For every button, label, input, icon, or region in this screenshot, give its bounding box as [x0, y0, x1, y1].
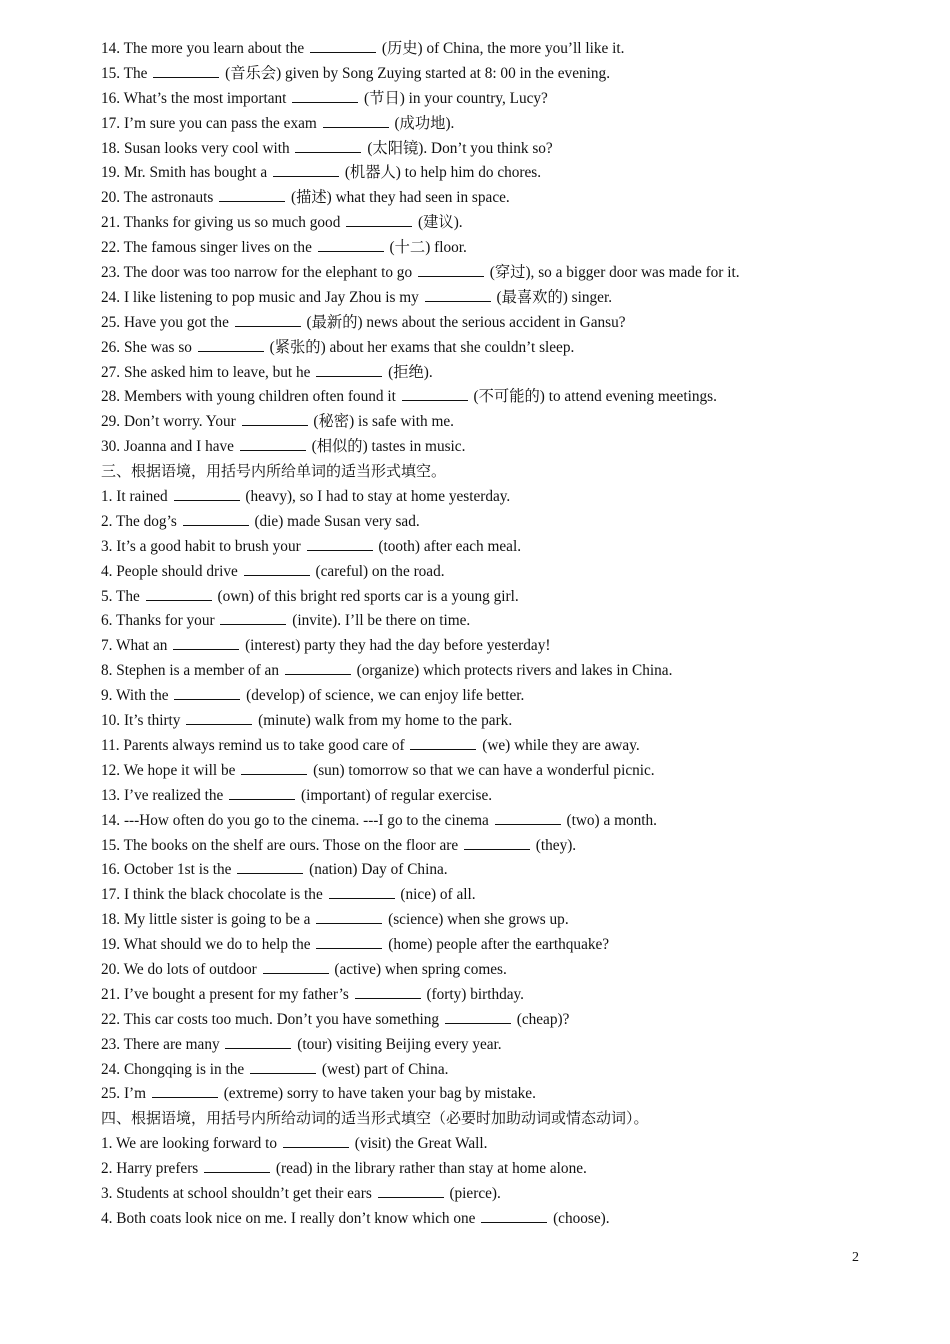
item-text-after: (active) when spring comes.: [334, 960, 507, 978]
item-text-before: 9. With the: [101, 687, 169, 705]
exercise-item: [101, 137, 921, 162]
item-text-after: (important) of regular exercise.: [300, 786, 493, 804]
exercise-item: [101, 1008, 921, 1033]
exercise-item: [101, 485, 921, 510]
item-text-before: 20. We do lots of outdoor: [101, 960, 257, 978]
exercise-item: [101, 336, 921, 361]
exercise-item: [101, 933, 921, 958]
exercise-item: [101, 211, 921, 236]
item-text-after: (west) part of China.: [321, 1060, 449, 1078]
exercise-item: [101, 958, 921, 983]
exercise-list: [101, 37, 921, 1232]
exercise-item: [101, 883, 921, 908]
item-text-before: 2. Harry prefers: [101, 1160, 199, 1178]
item-text-after: (die) made Susan very sad.: [254, 512, 420, 530]
item-text-before: 25. Have you got the: [101, 313, 229, 331]
exercise-item: [101, 784, 921, 809]
answer-blank[interactable]: [186, 710, 252, 725]
exercise-item: [101, 659, 921, 684]
item-text-before: 27. She asked him to leave, but he: [101, 363, 311, 381]
exercise-item: [101, 236, 921, 261]
item-text-before: 24. Chongqing is in the: [101, 1060, 245, 1078]
item-text-before: 2. The dog’s: [101, 512, 177, 530]
item-text-before: 10. It’s thirty: [101, 712, 181, 730]
exercise-item: [101, 161, 921, 186]
answer-blank[interactable]: [241, 760, 307, 775]
exercise-item: [101, 311, 921, 336]
answer-blank[interactable]: [295, 138, 361, 153]
answer-blank[interactable]: [310, 38, 376, 53]
item-text-after: (science) when she grows up.: [388, 911, 569, 929]
answer-blank[interactable]: [316, 362, 382, 377]
section-heading: 三、根据语境，用括号内所给单词的适当形式填空。: [101, 464, 447, 481]
exercise-item: [101, 560, 921, 585]
answer-blank[interactable]: [292, 88, 358, 103]
exercise-item: [101, 261, 921, 286]
item-text-after: (minute) walk from my home to the park.: [258, 712, 513, 730]
item-text-after: (read) in the library rather than stay at home alone.: [275, 1160, 587, 1178]
answer-blank[interactable]: [318, 237, 384, 252]
item-text-before: 28. Members with young children often found it: [101, 388, 396, 406]
item-text-before: 4. People should drive: [101, 562, 238, 580]
item-text-before: 15. The books on the shelf are ours. Those on the floor are: [101, 836, 459, 854]
answer-blank[interactable]: [355, 984, 421, 999]
exercise-item: [101, 1058, 921, 1083]
exercise-item: [101, 809, 921, 834]
item-text-after: (we) while they are away.: [482, 736, 640, 754]
exercise-item: [101, 410, 921, 435]
item-text-after: (tour) visiting Beijing every year.: [297, 1035, 502, 1053]
item-text-after: (visit) the Great Wall.: [354, 1135, 488, 1153]
item-text-before: 6. Thanks for your: [101, 612, 215, 630]
item-text-before: 19. Mr. Smith has bought a: [101, 164, 268, 182]
item-text-after: (heavy), so I had to stay at home yesterday.: [245, 488, 511, 506]
exercise-item: [101, 609, 921, 634]
exercise-item: [101, 385, 921, 410]
item-text-after: (建议).: [418, 214, 463, 232]
item-text-after: (历史) of China, the more you’ll like it.: [381, 40, 625, 57]
item-text-before: 29. Don’t worry. Your: [101, 413, 236, 431]
answer-blank[interactable]: [229, 785, 295, 800]
item-text-after: (描述) what they had seen in space.: [290, 189, 510, 207]
answer-blank[interactable]: [152, 1083, 218, 1098]
answer-blank[interactable]: [402, 386, 468, 401]
exercise-item: [101, 1082, 921, 1107]
item-text-after: (sun) tomorrow so that we can have a wonderful picnic.: [313, 761, 655, 779]
item-text-before: 8. Stephen is a member of an: [101, 662, 279, 680]
item-text-after: (develop) of science, we can enjoy life better.: [246, 687, 525, 705]
exercise-item: [101, 186, 921, 211]
item-text-after: (紧张的) about her exams that she couldn’t sleep.: [269, 338, 575, 356]
item-text-before: 21. Thanks for giving us so much good: [101, 214, 341, 232]
item-text-before: 18. Susan looks very cool with: [101, 139, 290, 157]
exercise-item: [101, 37, 921, 62]
answer-blank[interactable]: [220, 610, 286, 625]
item-text-after: (nice) of all.: [400, 886, 476, 904]
exercise-item: [101, 908, 921, 933]
answer-blank[interactable]: [198, 337, 264, 352]
answer-blank[interactable]: [237, 859, 303, 874]
answer-blank[interactable]: [323, 113, 389, 128]
answer-blank[interactable]: [225, 1034, 291, 1049]
item-text-before: 5. The: [101, 587, 140, 605]
item-text-before: 30. Joanna and I have: [101, 438, 234, 456]
item-text-after: (十二) floor.: [389, 239, 467, 257]
item-text-after: (extreme) sorry to have taken your bag by mistake.: [223, 1085, 536, 1103]
answer-blank[interactable]: [250, 1059, 316, 1074]
item-text-after: (最喜欢的) singer.: [496, 288, 613, 306]
answer-blank[interactable]: [316, 909, 382, 924]
item-text-before: 1. It rained: [101, 488, 168, 506]
item-text-before: 3. Students at school shouldn’t get their ears: [101, 1184, 372, 1202]
item-text-before: 7. What an: [101, 637, 168, 655]
exercise-item: [101, 1182, 921, 1207]
item-text-before: 3. It’s a good habit to brush your: [101, 537, 301, 555]
section-heading: 四、根据语境，用括号内所给动词的适当形式填空（必要时加助动词或情态动词）。: [101, 1111, 649, 1128]
item-text-before: 14. The more you learn about the: [101, 40, 305, 57]
item-text-before: 20. The astronauts: [101, 189, 214, 207]
exercise-item: [101, 87, 921, 112]
item-text-after: (careful) on the road.: [315, 562, 445, 580]
item-text-after: (tooth) after each meal.: [378, 537, 522, 555]
item-text-before: 19. What should we do to help the: [101, 936, 311, 954]
item-text-after: (穿过), so a bigger door was made for it.: [489, 264, 740, 282]
item-text-after: (they).: [535, 836, 577, 854]
exercise-item: [101, 1033, 921, 1058]
answer-blank[interactable]: [425, 287, 491, 302]
item-text-before: 12. We hope it will be: [101, 761, 236, 779]
item-text-before: 18. My little sister is going to be a: [101, 911, 311, 929]
item-text-before: 24. I like listening to pop music and Jay Zhou is my: [101, 288, 419, 306]
item-text-before: 22. The famous singer lives on the: [101, 239, 312, 257]
answer-blank[interactable]: [244, 561, 310, 576]
answer-blank[interactable]: [285, 660, 351, 675]
answer-blank[interactable]: [307, 536, 373, 551]
item-text-after: (own) of this bright red sports car is a young girl.: [217, 587, 519, 605]
item-text-after: (invite). I’ll be there on time.: [292, 612, 471, 630]
item-text-before: 16. What’s the most important: [101, 89, 287, 107]
page-number: 2: [852, 1250, 859, 1265]
item-text-before: 17. I think the black chocolate is the: [101, 886, 323, 904]
item-text-after: (相似的) tastes in music.: [311, 438, 466, 456]
exercise-item: [101, 435, 921, 460]
item-text-before: 13. I’ve realized the: [101, 786, 224, 804]
answer-blank[interactable]: [235, 312, 301, 327]
exercise-item: [101, 286, 921, 311]
answer-blank[interactable]: [481, 1208, 547, 1223]
item-text-before: 4. Both coats look nice on me. I really don’t know which one: [101, 1209, 476, 1227]
answer-blank[interactable]: [346, 212, 412, 227]
answer-blank[interactable]: [410, 735, 476, 750]
exercise-item: [101, 1207, 921, 1232]
answer-blank[interactable]: [464, 835, 530, 850]
answer-blank[interactable]: [204, 1158, 270, 1173]
item-text-before: 15. The: [101, 64, 148, 82]
exercise-item: [101, 858, 921, 883]
answer-blank[interactable]: [283, 1133, 349, 1148]
exercise-item: [101, 684, 921, 709]
item-text-before: 17. I’m sure you can pass the exam: [101, 114, 317, 132]
item-text-after: (秘密) is safe with me.: [313, 413, 454, 431]
item-text-before: 16. October 1st is the: [101, 861, 232, 879]
answer-blank[interactable]: [173, 635, 239, 650]
item-text-after: (最新的) news about the serious accident in Gansu?: [306, 313, 626, 331]
item-text-after: (pierce).: [449, 1184, 501, 1202]
answer-blank[interactable]: [273, 162, 339, 177]
item-text-after: (two) a month.: [566, 811, 657, 829]
exercise-item: [101, 834, 921, 859]
exercise-item: [101, 709, 921, 734]
exercise-item: [101, 634, 921, 659]
answer-blank[interactable]: [418, 262, 484, 277]
item-text-after: (choose).: [553, 1209, 610, 1227]
item-text-after: (太阳镜). Don’t you think so?: [367, 139, 553, 157]
answer-blank[interactable]: [174, 486, 240, 501]
exercise-item: [101, 510, 921, 535]
item-text-after: (不可能的) to attend evening meetings.: [473, 388, 717, 406]
item-text-after: (机器人) to help him do chores.: [344, 164, 542, 182]
item-text-before: 25. I’m: [101, 1085, 147, 1103]
item-text-after: (cheap)?: [516, 1010, 570, 1028]
item-text-before: 22. This car costs too much. Don’t you have something: [101, 1010, 440, 1028]
answer-blank[interactable]: [495, 810, 561, 825]
item-text-before: 21. I’ve bought a present for my father’s: [101, 985, 349, 1003]
item-text-after: (音乐会) given by Song Zuying started at 8: 00 in the evening.: [225, 64, 611, 82]
answer-blank[interactable]: [242, 411, 308, 426]
answer-blank[interactable]: [329, 884, 395, 899]
answer-blank[interactable]: [219, 187, 285, 202]
item-text-before: 11. Parents always remind us to take good care of: [101, 736, 405, 754]
exercise-item: [101, 1157, 921, 1182]
answer-blank[interactable]: [146, 586, 212, 601]
item-text-before: 23. There are many: [101, 1035, 220, 1053]
answer-blank[interactable]: [378, 1183, 444, 1198]
answer-blank[interactable]: [316, 934, 382, 949]
answer-blank[interactable]: [445, 1009, 511, 1024]
item-text-before: 1. We are looking forward to: [101, 1135, 278, 1153]
item-text-after: (节日) in your country, Lucy?: [364, 89, 548, 107]
exercise-item: [101, 759, 921, 784]
answer-blank[interactable]: [183, 511, 249, 526]
item-text-before: 26. She was so: [101, 338, 192, 356]
exercise-item: [101, 112, 921, 137]
exercise-item: [101, 361, 921, 386]
answer-blank[interactable]: [240, 436, 306, 451]
answer-blank[interactable]: [263, 959, 329, 974]
item-text-after: (home) people after the earthquake?: [388, 936, 610, 954]
item-text-after: (nation) Day of China.: [309, 861, 448, 879]
item-text-before: 14. ---How often do you go to the cinema. ---I go to the cinema: [101, 811, 489, 829]
exercise-item: [101, 535, 921, 560]
answer-blank[interactable]: [153, 63, 219, 78]
item-text-after: (forty) birthday.: [426, 985, 525, 1003]
exercise-item: [101, 1132, 921, 1157]
item-text-after: (interest) party they had the day before yesterday!: [245, 637, 551, 655]
item-text-after: (organize) which protects rivers and lakes in China.: [356, 662, 673, 680]
exercise-item: [101, 983, 921, 1008]
exercise-item: [101, 62, 921, 87]
exercise-item: [101, 734, 921, 759]
item-text-after: (拒绝).: [388, 363, 433, 381]
exercise-item: [101, 585, 921, 610]
answer-blank[interactable]: [174, 685, 240, 700]
item-text-after: (成功地).: [394, 114, 455, 132]
item-text-before: 23. The door was too narrow for the elephant to go: [101, 264, 413, 282]
